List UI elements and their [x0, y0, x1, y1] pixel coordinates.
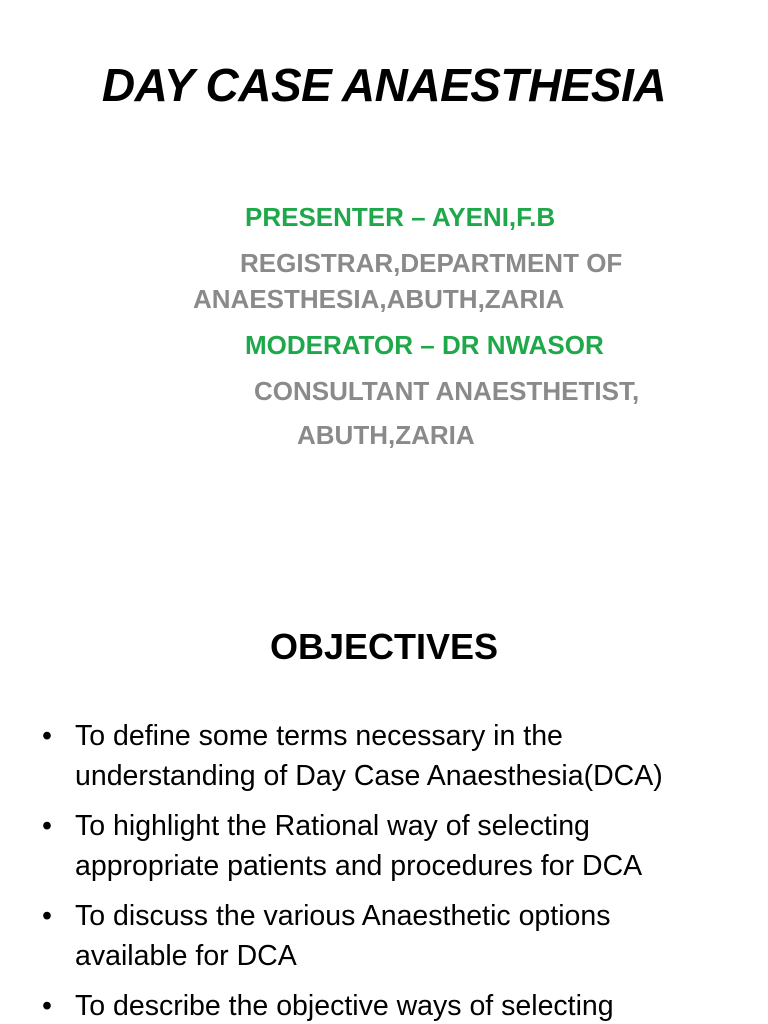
- bullet-icon: •: [42, 720, 52, 752]
- objective-item: [42, 986, 752, 1024]
- objective-line: To highlight the Rational way of selecting: [75, 810, 590, 842]
- moderator-role-line-2: ABUTH,ZARIA: [297, 420, 475, 450]
- bullet-icon: •: [42, 900, 52, 932]
- objective-line: understanding of Day Case Anaesthesia(DCA): [75, 760, 663, 792]
- presenter-role-line-1: REGISTRAR,DEPARTMENT OF: [240, 248, 623, 278]
- objective-line: To describe the objective ways of selecting: [75, 990, 614, 1022]
- objective-item: [42, 716, 752, 796]
- objective-line: To discuss the various Anaesthetic options: [75, 900, 611, 932]
- objective-item: [42, 896, 752, 976]
- bullet-icon: •: [42, 810, 52, 842]
- objective-line: appropriate patients and procedures for DCA: [75, 850, 643, 882]
- slide-title: DAY CASE ANAESTHESIA: [101, 59, 667, 111]
- objective-line: available for DCA: [75, 940, 297, 972]
- objectives-slide: [0, 580, 768, 1024]
- bullet-icon: •: [42, 990, 52, 1022]
- objective-item: [42, 806, 752, 886]
- objective-line: To define some terms necessary in the: [75, 720, 563, 752]
- moderator-name: MODERATOR – DR NWASOR: [245, 330, 604, 360]
- objectives-title: OBJECTIVES: [269, 626, 499, 667]
- presenter-role-line-2: ANAESTHESIA,ABUTH,ZARIA: [193, 284, 565, 314]
- moderator-role-line-1: CONSULTANT ANAESTHETIST,: [254, 376, 640, 406]
- presenter-name: PRESENTER – AYENI,F.B: [245, 202, 556, 232]
- objectives-list: [42, 716, 752, 1024]
